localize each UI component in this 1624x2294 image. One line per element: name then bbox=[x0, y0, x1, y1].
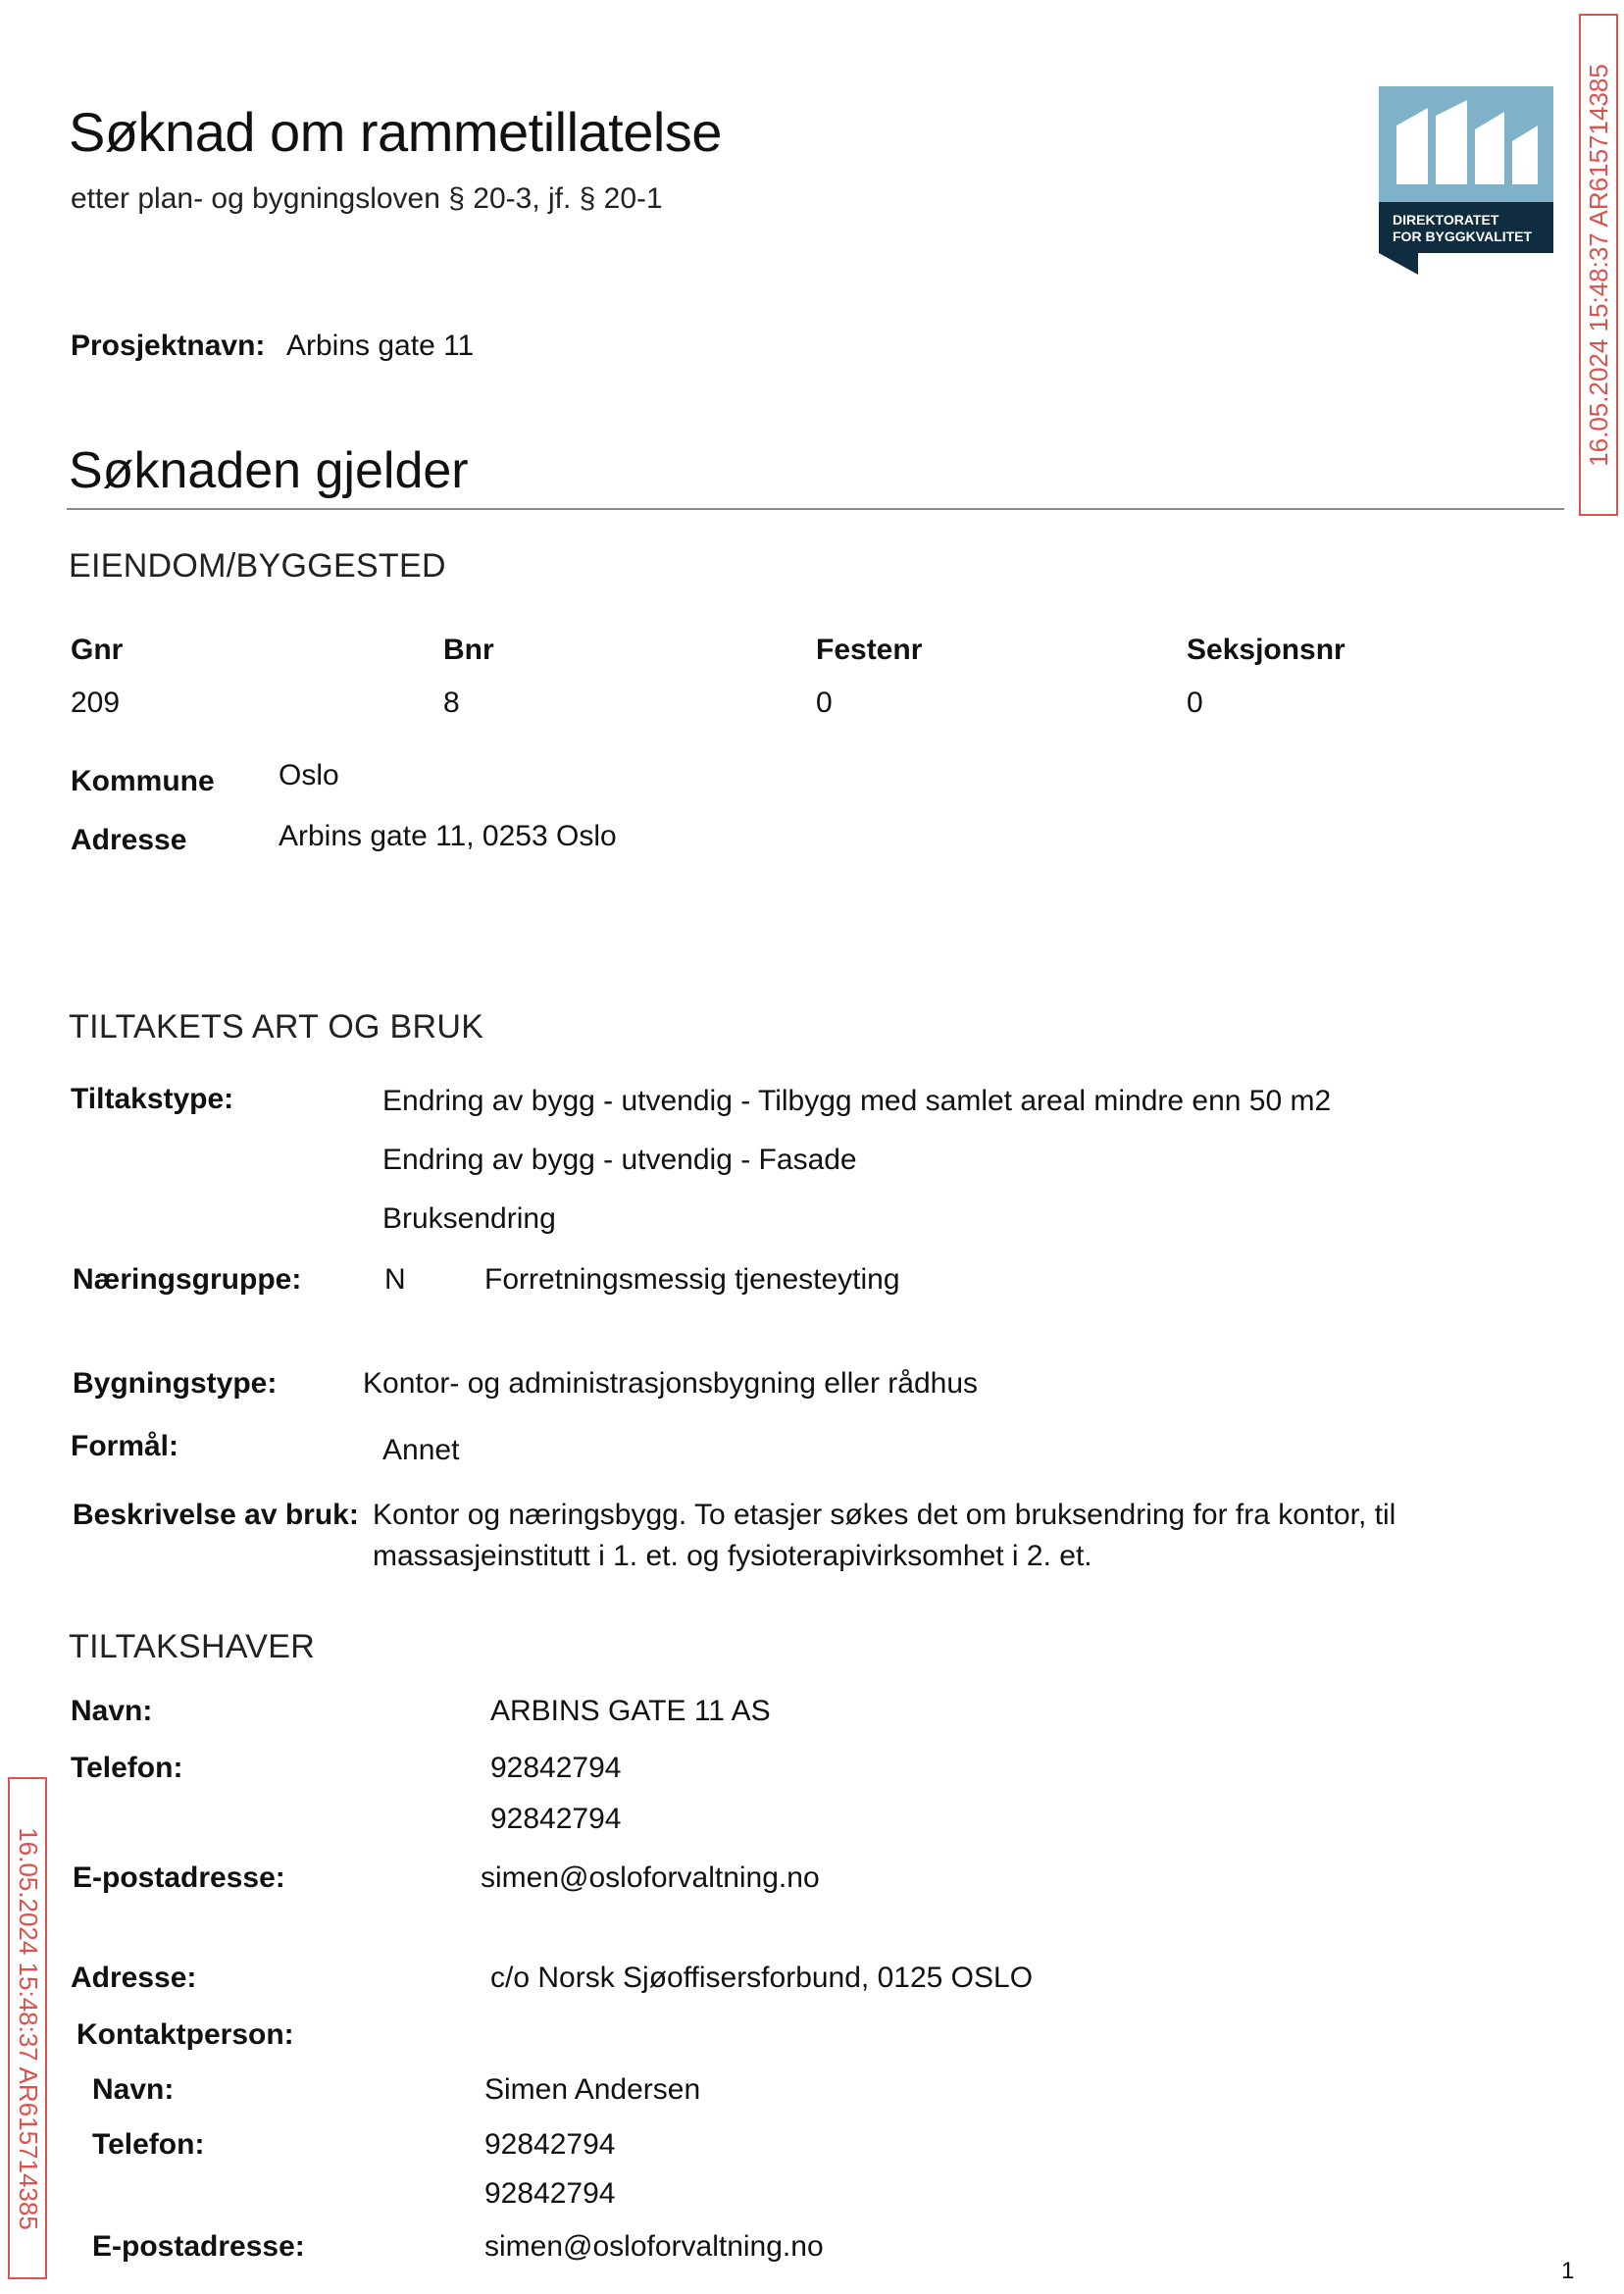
archive-stamp-top bbox=[1579, 14, 1618, 516]
festenr-label: Festenr bbox=[816, 634, 923, 666]
tiltakstype-value-3: Bruksendring bbox=[382, 1202, 556, 1235]
archive-stamp-bottom bbox=[8, 1777, 47, 2279]
tiltakstype-value-1: Endring av bygg - utvendig - Tilbygg med samlet areal mindre enn 50 m2 bbox=[382, 1085, 1332, 1117]
tiltakshaver-telefon-label: Telefon: bbox=[71, 1752, 183, 1784]
logo-text-line2: FOR BYGGKVALITET bbox=[1393, 229, 1533, 244]
tiltakstype-label: Tiltakstype: bbox=[71, 1083, 234, 1115]
adresse-label: Adresse bbox=[71, 824, 187, 856]
section-heading: Søknaden gjelder bbox=[69, 442, 469, 499]
dibk-logo-icon bbox=[1379, 86, 1553, 275]
beskrivelse-line-1: Kontor og næringsbygg. To etasjer søkes det om bruksendring for fra kontor, til bbox=[373, 1499, 1396, 1531]
kontakt-telefon-label: Telefon: bbox=[92, 2128, 205, 2161]
beskrivelse-label: Beskrivelse av bruk: bbox=[73, 1499, 359, 1531]
gnr-label: Gnr bbox=[71, 634, 124, 666]
adresse-value: Arbins gate 11, 0253 Oslo bbox=[279, 820, 617, 852]
seksjonsnr-value: 0 bbox=[1187, 687, 1203, 719]
tiltakshaver-navn-label: Navn: bbox=[71, 1695, 153, 1727]
kommune-value: Oslo bbox=[279, 759, 339, 791]
kontakt-epost-value: simen@osloforvaltning.no bbox=[484, 2230, 824, 2263]
tiltakshaver-heading: TILTAKSHAVER bbox=[69, 1628, 316, 1665]
dibk-logo bbox=[1379, 86, 1553, 275]
naeringsgruppe-code: N bbox=[384, 1263, 406, 1296]
bygningstype-label: Bygningstype: bbox=[73, 1367, 278, 1400]
tiltakshaver-adresse-value: c/o Norsk Sjøoffisersforbund, 0125 OSLO bbox=[490, 1962, 1034, 1994]
festenr-value: 0 bbox=[816, 687, 833, 719]
tiltak-heading: TILTAKETS ART OG BRUK bbox=[69, 1008, 484, 1045]
document-title: Søknad om rammetillatelse bbox=[69, 101, 722, 163]
tiltakshaver-epost-label: E-postadresse: bbox=[73, 1861, 285, 1894]
document-subtitle: etter plan- og bygningsloven § 20-3, jf. § 20-1 bbox=[71, 182, 663, 215]
project-name-label: Prosjektnavn: bbox=[71, 330, 266, 362]
kommune-label: Kommune bbox=[71, 765, 215, 797]
kontakt-navn-value: Simen Andersen bbox=[484, 2073, 701, 2106]
tiltakshaver-telefon-value-1: 92842794 bbox=[490, 1752, 622, 1784]
tiltakshaver-adresse-label: Adresse: bbox=[71, 1962, 197, 1994]
archive-stamp-top-text: 16.05.2024 15:48:37 AR615714385 bbox=[1583, 63, 1613, 467]
page-number: 1 bbox=[1561, 2258, 1575, 2284]
tiltakshaver-navn-value: ARBINS GATE 11 AS bbox=[490, 1695, 771, 1727]
formaal-value: Annet bbox=[382, 1434, 460, 1466]
formaal-label: Formål: bbox=[71, 1430, 179, 1462]
naeringsgruppe-label: Næringsgruppe: bbox=[73, 1263, 302, 1296]
archive-stamp-bottom-text: 16.05.2024 15:48:37 AR615714385 bbox=[13, 1826, 43, 2230]
beskrivelse-line-2: massasjeinstitutt i 1. et. og fysioterapivirksomhet i 2. et. bbox=[373, 1540, 1092, 1572]
tiltakshaver-epost-value: simen@osloforvaltning.no bbox=[481, 1861, 820, 1894]
kontakt-telefon-value-2: 92842794 bbox=[484, 2177, 616, 2210]
kontaktperson-label: Kontaktperson: bbox=[76, 2018, 294, 2051]
kontakt-navn-label: Navn: bbox=[92, 2073, 175, 2106]
section-divider bbox=[67, 508, 1564, 510]
bnr-value: 8 bbox=[443, 687, 460, 719]
bnr-label: Bnr bbox=[443, 634, 494, 666]
naeringsgruppe-value: Forretningsmessig tjenesteyting bbox=[484, 1263, 900, 1296]
bygningstype-value: Kontor- og administrasjonsbygning eller rådhus bbox=[363, 1367, 979, 1400]
project-name-value: Arbins gate 11 bbox=[286, 330, 475, 362]
gnr-value: 209 bbox=[71, 687, 121, 719]
property-heading: EIENDOM/BYGGESTED bbox=[69, 547, 446, 585]
kontakt-epost-label: E-postadresse: bbox=[92, 2230, 305, 2263]
kontakt-telefon-value-1: 92842794 bbox=[484, 2128, 616, 2161]
logo-text-line1: DIREKTORATET bbox=[1393, 212, 1499, 228]
tiltakshaver-telefon-value-2: 92842794 bbox=[490, 1803, 622, 1835]
tiltakstype-value-2: Endring av bygg - utvendig - Fasade bbox=[382, 1144, 857, 1176]
seksjonsnr-label: Seksjonsnr bbox=[1187, 634, 1345, 666]
